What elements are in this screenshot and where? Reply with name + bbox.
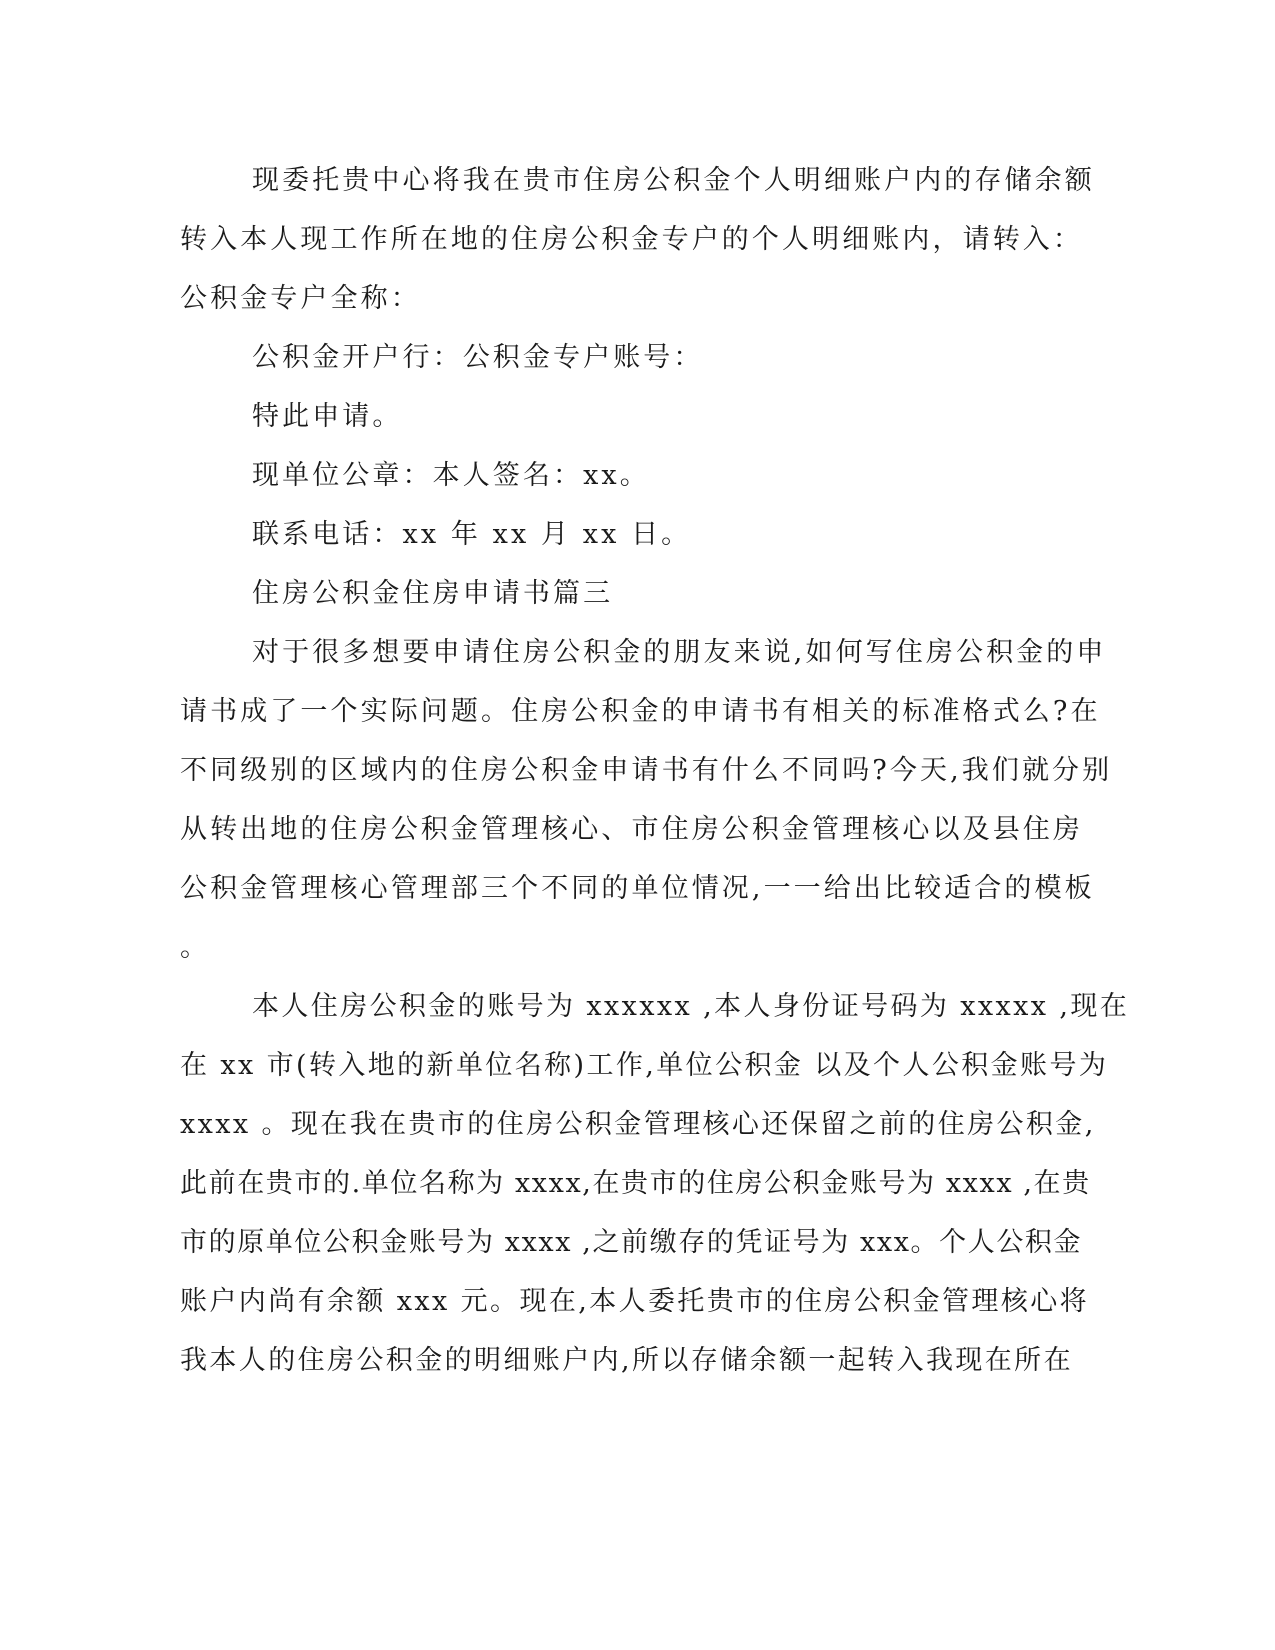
paragraph-line: xxxx 。现在我在贵市的住房公积金管理核心还保留之前的住房公积金, [180, 1109, 1096, 1140]
paragraph-line: 从转出地的住房公积金管理核心、市住房公积金管理核心以及县住房 [180, 814, 1083, 845]
section-heading: 住房公积金住房申请书篇三 [252, 578, 614, 609]
paragraph-line: 现单位公章：本人签名：xx。 [252, 460, 650, 491]
paragraph-line: 联系电话：xx 年 xx 月 xx 日。 [252, 519, 692, 550]
paragraph-line: 。 [180, 932, 211, 963]
paragraph-line: 在 xx 市(转入地的新单位名称)工作,单位公积金 以及个人公积金账号为 [180, 1050, 1109, 1081]
paragraph-line: 对于很多想要申请住房公积金的朋友来说,如何写住房公积金的申 [252, 637, 1107, 668]
paragraph-line: 我本人的住房公积金的明细账户内,所以存储余额一起转入我现在所在 [180, 1345, 1073, 1376]
paragraph-line: 不同级别的区域内的住房公积金申请书有什么不同吗?今天,我们就分别 [180, 755, 1113, 786]
paragraph-line: 公积金管理核心管理部三个不同的单位情况,一一给出比较适合的模板 [180, 873, 1095, 904]
paragraph-line: 特此申请。 [252, 401, 403, 432]
paragraph-line: 此前在贵市的.单位名称为 xxxx,在贵市的住房公积金账号为 xxxx ,在贵 [180, 1168, 1091, 1199]
paragraph-line: 账户内尚有余额 xxx 元。现在,本人委托贵市的住房公积金管理核心将 [180, 1286, 1090, 1317]
paragraph-line: 现委托贵中心将我在贵市住房公积金个人明细账户内的存储余额 [252, 165, 1095, 196]
paragraph-line: 请书成了一个实际问题。住房公积金的申请书有相关的标准格式么?在 [180, 696, 1101, 727]
paragraph-line: 市的原单位公积金账号为 xxxx ,之前缴存的凭证号为 xxx。个人公积金 [180, 1227, 1083, 1258]
paragraph-line: 转入本人现工作所在地的住房公积金专户的个人明细账内，请转入： [180, 224, 1083, 255]
paragraph-line: 本人住房公积金的账号为 xxxxxx ,本人身份证号码为 xxxxx ,现在 [252, 991, 1130, 1022]
paragraph-line: 公积金开户行：公积金专户账号： [252, 342, 704, 373]
paragraph-line: 公积金专户全称： [180, 283, 421, 314]
